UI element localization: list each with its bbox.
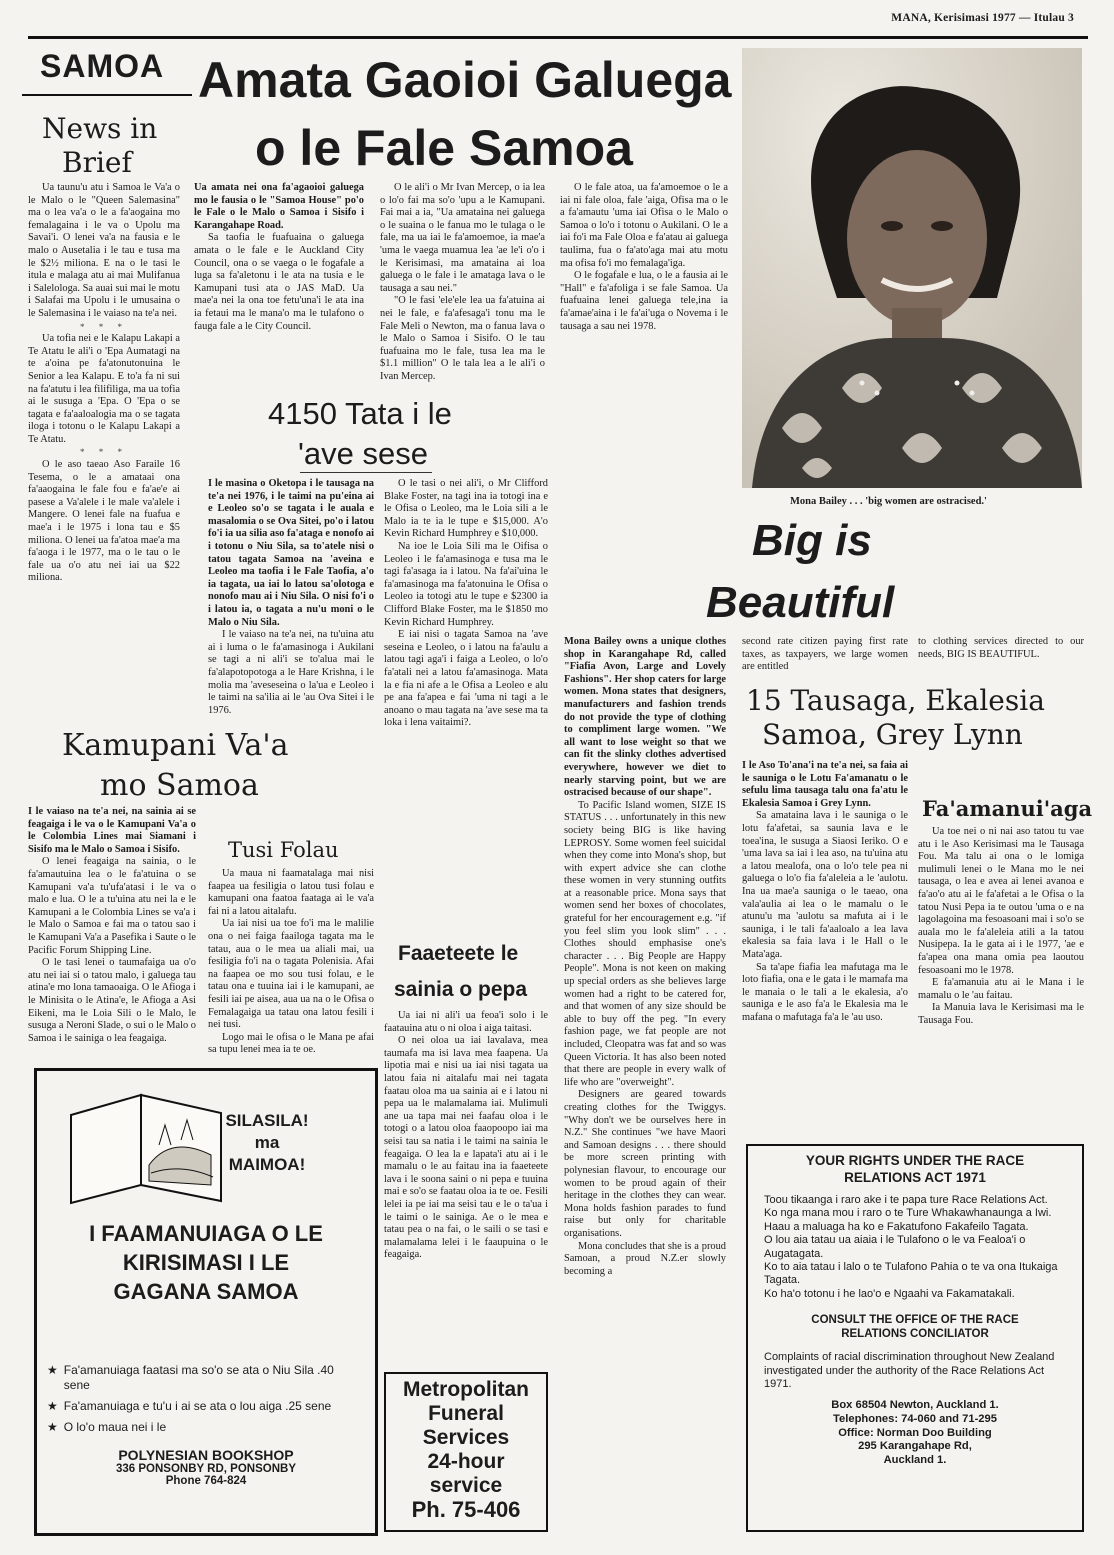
kamupani-headline-2: mo Samoa	[100, 768, 259, 803]
funeral-ad-line: 24-hour	[427, 1450, 505, 1473]
article-paragraph: Mona concludes that she is a proud Samoan, a proud N.Z.er slowly becoming a	[564, 1240, 726, 1277]
funeral-ad-line: Funeral	[428, 1402, 504, 1425]
ekalesia-col-1	[742, 760, 908, 1140]
article-lead: I le Aso To'ana'i na te'a nei, sa faia ai le sauniga o le Lotu Fa'amanatu o le sefulu lima tausaga talu ona fa'atu le Ekalesia Samoa i Grey Lynn.	[742, 760, 908, 809]
notice-language-line: O lou aia tatau ua aiaia i le Tulafono o le va Fealoa'i o Augatagata.	[764, 1234, 1026, 1260]
article-paragraph: E fa'amanuia atu ai le Mana i le mamalu o le 'au faitau.	[918, 977, 1084, 1001]
notice-address-line: Box 68504 Newton, Auckland 1.	[831, 1399, 999, 1412]
news-in-brief-title-1: News in	[42, 112, 158, 145]
brief-item: Ua taunu'u atu i Samoa le Va'a o le Malo o le "Queen Salemasina" ma o lea va'a o le a fa'aogaina mo femalagaina i le va o Upolu ma Savai'i. O lenei va'a na fausia e le malo o Ausetalia i le tau e tusa ma le $2½ miliona. E na o le tasi le itula e malaga atu ai mai Mulifanua i Salelologa. Sa auai sui mai le motu i Salafai ma Upolu i le umusaina o le Salemasina i le vaiaso na te'a nei.	[28, 182, 180, 319]
article-paragraph: second rate citizen paying first rate taxes, as taxpayers, we large women are entitled	[742, 636, 908, 673]
article-paragraph: Ia Manuia lava le Kerisimasi ma le Tausaga Fou.	[918, 1002, 1084, 1026]
top-rule	[28, 36, 1088, 39]
ad-bullet-item: ★ Fa'amanuiaga faatasi ma so'o se ata o Niu Sila .40 sene	[47, 1363, 334, 1392]
brief-item: Ua tofia nei e le Kalapu Lakapi a Te Atatu le ali'i o 'Epa Aumatagi na te a'oina pe fa'atonutonuina le Senior a lea Kalapu. E to'a fa ni sui na fa'atutu i lea filifiliga, ma ua tofia ai le susuga a 'Epa. O 'Epa o se tagata e fa'aaloalogia ma o se tagata iloga i totonu o le Kalapu Lakapi a Te Atatu.	[28, 333, 180, 445]
divider-stars: * * *	[80, 447, 128, 458]
section-rule	[22, 94, 192, 96]
article-paragraph: O le fogafale e lua, o le a fausia ai le "Hall" e fa'afoliga i se fale Samoa. Ua fuafuaina lenei galuega tele,ina ia fa'amae'aina i le fa'ai'uga o Novema i le tausaga a sau nei 1978.	[560, 270, 728, 332]
race-relations-notice	[746, 1144, 1084, 1532]
bookshop-ad	[34, 1068, 378, 1536]
notice-language-line: Ko to aia tatau i lalo o te Tulafono Pahia o te va ona Itukaiga Tagata.	[764, 1261, 1058, 1287]
photo-caption: Mona Bailey . . . 'big women are ostracised.'	[790, 496, 987, 507]
article-paragraph: Sa amataina lava i le sauniga o le lotu fa'afetai, sa saunia lava e le toea'ina, le susuga a Siaosi Ieriko. O e 'uma lava sa iai i lea aso, na tu'uina atu a latou mealofa, ona o lo'o tele pea ni galuega o lo'o fia fa'aleleia a le 'aulotu. Ina ua mae'a sauniga o le taeao, ona vala'aulia ai lea o le mamalu o le atunu'u ma 'aulotu sa mafuta ai i le sauniga, i le tali fa'aaloalo a lea lava ekalesia sa faia lava i le Hall o le Mata'aga.	[742, 810, 908, 960]
article-paragraph: O le ali'i o Mr Ivan Mercep, o ia lea o lo'o fai ma so'o 'upu a le Kamupani. Fai mai a ia, "Ua amataina nei galuega o le suaina o le fanua mo le tulaga o le fale, ma ua iai le fa'amoemoe, ia mae'a 'uma le vaega muamua lea 'ae le'i o'o i le Kerisimasi, ma amataina ai loa galuega o le fale i le amataga lava o le tausaga a sau nei."	[380, 182, 545, 294]
news-in-brief-title-2: Brief	[62, 146, 132, 179]
ad-greeting-1: SILASILA!	[225, 1111, 309, 1130]
ekalesia-headline-1: 15 Tausaga, Ekalesia	[746, 684, 1045, 717]
article-paragraph: Ua toe nei o ni nai aso tatou tu vae atu i le Aso Kerisimasi ma le Tausaga Fou. Ma talu ai ona o le lomiga mulimuli lenei o le Mana mo le nei tausaga, o lea e avea ai lenei avanoa e fa'ao'o atu ai le fa'afetai a le Ofisa o la tatou Nusi Pepa ia te outou 'uma o e na lagolagoina ma fesoasoani mai i so'o se auala mo le fa'aleleia atili a la tatou Nusipepa. Ia le gata ai i le 1977, 'ae e fa'apea ona mana omia pea laoutou fesoasoani mo le 1978.	[918, 826, 1084, 976]
notice-title-line: YOUR RIGHTS UNDER THE RACE	[805, 1153, 1025, 1168]
notice-address-line: Office: Norman Doo Building	[838, 1426, 992, 1439]
ekalesia-headline-2: Samoa, Grey Lynn	[762, 718, 1023, 751]
notice-language-line: Ko ha'o totonu i he lao'o e Ngaahi va Fakamatakali.	[764, 1287, 1015, 1300]
article-paragraph: I le vaiaso na te'a nei, na tu'uina atu ai i luma o le fa'amasinoga i Aukilani se tagi a ni ali'i se to'alua mai le fa'alapotopotoga a le Hare Krishna, i le molia ma 'aveseseina o la'ua e Leoleo i le taimi na sa'ilia ai le 'au Ova Sitei i le 1976.	[208, 629, 374, 716]
article-paragraph: To Pacific Island women, SIZE IS STATUS . . . unfortunately in this new society being BIG is like having LEPROSY. Some women feel suicidal when they come into Mona's shop, but with expert advice she can clothe these women in very stunning outfits at a reasonable price. Mona says that women send her boxes of chocolates, grateful for her encouragement e.g. "if you feel slim you look slim" . . . Clothes should emphasise one's character . . . Big People are Happy People". Mona is not keen on making up special orders as she believes large women had a right to be catered for, and that women of any size should be able to buy off the peg. "In every fashion page, we fat people are not included, Cleopatra was fat and so was Queen Victoria. It has also been noted that there are people in every walk of life who are "overweight".	[564, 799, 726, 1088]
article-paragraph: O le fale atoa, ua fa'amoemoe o le a iai ni fale oloa, fale 'aiga, Ofisa ma o le a fa'amautu 'uma iai Ofisa o le Malo o Samoa o lo'o i totonu o Aukilani. O le a iai fo'i ma Fale Oloa e fa'atau ai galuega taulima, fua o fa'ato'aga mai atu motu ma ofisa fo'i mo femalaga'iga.	[560, 182, 728, 269]
tata-headline-rule	[300, 472, 432, 473]
article-paragraph: Designers are geared towards creating clothes for the Twiggys. "Why don't we be ourselves here in N.Z." She continues "we have Maori and Samoan designs . . . there should be more screen printing with polynesian flavour, to encourage our women to be proud again of their heritage in the clothes they can wear. Mona holds fashion parades to fund raise but only for charitable organisations.	[564, 1089, 726, 1239]
notice-title-line: RELATIONS ACT 1971	[844, 1170, 986, 1185]
funeral-ad-line: service	[429, 1474, 503, 1497]
article-paragraph: E iai nisi o tagata Samoa na 'ave seseina e Leoleo, o i latou na fa'aulu a latou tagi aga'i i faiga a Leoleo, o lo'o fa'atali nei a latou fa'amasinoga. Mata la e fia ni afe a le Ofisa a Leoleo e alu pe ana fa'apea e fai 'uma ni tagi a le anoano o mau tagata na 'ave sese ma ta loka i lena vaitaimi?.	[384, 629, 548, 729]
article-lead: I le masina o Oketopa i le tausaga na te'a nei 1976, i le taimi na pu'eina ai e Leoleo so'o se tagata i le auala e masalomia o se Ova Sitei, po'o i latou fo'i ia ua silia aso fa'ataga e nonofo ai i totonu o Niu Sila, sa to'atele nisi o tatou tagata Samoa na 'aveina e Leoleo ma taofia i le Fale Taofia, a'o ia tagata, ua iai lo latou sa'olotoga e nonofo mau ai i Niu Sila. O nisi fo'i o i latou ia, o tagata a nu'u moni o le Malo o Niu Sila.	[208, 478, 374, 628]
article-paragraph: Na ioe le Loia Sili ma le Oifisa o Leoleo i le fa'amasinoga e tusa ma le tagi fa'asaga ia i latou. Na fa'ai'uina le fa'amasinoga ma fa'atonuina le Ofisa o Leoleo ia totogi atu le tupe e $2300 ia Clifford Blake Foster, ma le $1850 mo Kevin Richard Humphrey.	[384, 540, 548, 628]
article-paragraph: to clothing services directed to our needs, BIG IS BEAUTIFUL.	[918, 636, 1084, 660]
ad-title-line: KIRISIMASI I LE	[122, 1250, 290, 1275]
ad-title-line: GAGANA SAMOA	[113, 1279, 299, 1304]
article-paragraph: Ua iai ni ali'i ua feoa'i solo i le faatauina atu o ni oloa i aiga taitasi.	[384, 1010, 548, 1034]
notice-language-line: Ko nga mana mou i raro o te Ture Whakawhanaunga a Iwi.	[764, 1207, 1052, 1220]
brief-item: O le aso taeao Aso Faraile 16 Tesema, o le a amataai ona fa'aaogaina le fale fou e fa'ae'e ai pasese a Va'alele i le male va'alele i Mangere. O lenei fale na fuafua e mae'a i le 1975 i lona tau e $5 miliona. O lenei ua fa'atoa mae'a ma fa'aoga i le 1977, ma o le tau o le fale ua o'o atu nei iai ua $22 miliona.	[28, 459, 180, 584]
article-paragraph: O nei oloa ua iai lavalava, mea taumafa ma isi lava mea faapena. Ua lipotia mai e nisi ua iai nisi tagata ua latou faia ni aitalafu mai nei tagata faatau oloa ma ua sainia ai e i latou ni pepa ua le malamalama iai. Mulimuli ane ua tapa mai nei faafau oloa i le totogi o a latou oloa faaopoopo iai ma seisi tau sa natia i le taimi na sainia le feagaiga. O lea la e lapata'i atu ai i le mamalu o le au faitau ina ia faaeteete lava i le soona saini o ni pepa e tuuina mai e so'o se faatau oloa ia te oe. Fesili lelei ia pe iai ma seisi tau e le o ta'ua i le taimi o le sainiga. Ae o le mea e tatau pea o na fai, o le saili o se tasi e malamalama lelei i le faaupuina o le feagaiga.	[384, 1035, 548, 1261]
tata-headline-1: 4150 Tata i le	[268, 396, 452, 431]
ad-bullet-item: ★ O lo'o maua nei i le	[47, 1420, 167, 1434]
article-lead: Ua amata nei ona fa'agaoioi galuega mo le fausia o le "Samoa House" po'o le Fale o le Malo o Samoa i Sisifo i Karangahape Road.	[194, 182, 364, 231]
notice-consult-line: RELATIONS CONCILIATOR	[841, 1328, 989, 1341]
tusi-folau-headline: Tusi Folau	[228, 838, 339, 862]
running-head: MANA, Kerisimasi 1977 — Itulau 3	[891, 12, 1074, 24]
big-col-2	[742, 636, 908, 676]
main-headline-line1: Amata Gaoioi Galuega	[198, 52, 732, 108]
funeral-ad-phone: Ph. 75-406	[411, 1497, 521, 1522]
ad-shop-phone: Phone 764-824	[165, 1475, 247, 1487]
main-headline-line2: o le Fale Samoa	[255, 120, 633, 176]
ad-bullet-item: ★ Fa'amanuiaga e tu'u i ai se ata o lou aiga .25 sene	[47, 1399, 332, 1413]
portrait-photo	[742, 48, 1082, 488]
ad-title-line: I FAAMANUIAGA O LE	[89, 1221, 323, 1246]
article-paragraph: Sa ta'ape fiafia lea mafutaga ma le loto fiafia, ona e le gata i le mamafa ma le manaia o le tali a le ekalesia, a'o sauniga e le aso fa'a le Ekalesia ma le mafana o mafutaga fa'a le 'au uso.	[742, 961, 908, 1023]
faamanuiaga-col	[918, 826, 1084, 1142]
ad-greeting-3: MAIMOA!	[228, 1155, 306, 1174]
star-icon: ★	[47, 1363, 58, 1377]
notice-address-line: 295 Karangahape Rd,	[858, 1440, 972, 1453]
notice-consult-line: CONSULT THE OFFICE OF THE RACE	[811, 1314, 1019, 1327]
section-label: SAMOA	[40, 48, 165, 84]
article-paragraph: Sa taofia le fuafuaina o galuega amata o le fale e le Auckland City Council, ona o se vaega o le fogafale a luga sa fa'aletonu i le ata na tusia e le Kamupani tusi ata o JAS MaD. Ua mae'a nei la ona toe fetu'una'i le ata ina ia fetaui ma le mana'o ma le tulafono o fauga fale a le City Council.	[194, 232, 364, 332]
faaeteete-col	[384, 1010, 548, 1370]
fale-samoa-col-1	[194, 182, 364, 392]
article-paragraph: Ua maua ni faamatalaga mai nisi faapea ua fesiligia o latou tusi folau e kamupani ona faatoa faataga ai le va'a fai ni a latou aitalafu.	[208, 868, 374, 917]
divider-stars: * * *	[80, 321, 128, 332]
funeral-ad-line: Metropolitan	[403, 1378, 529, 1401]
faaeteete-headline-2: sainia o pepa	[394, 978, 528, 1001]
article-paragraph: Logo mai le ofisa o le Mana pe afai sa tupu lenei mea ia te oe.	[208, 1031, 374, 1056]
ad-greeting-2: ma	[254, 1133, 280, 1152]
notice-address-line: Auckland 1.	[883, 1453, 947, 1466]
big-col-1	[564, 636, 726, 1536]
big-is-beautiful-headline-2: Beautiful	[706, 578, 895, 627]
article-lead: Mona Bailey owns a unique clothes shop in Karangahape Rd, called "Fiafia Avon, Large and Lovely Fashions". Her shop caters for large women. Mona states that designers, manufacturers and fashion trends do not provide the type of clothing to compliment large women. "We all want to lose weight so that we can fit the slinky clothes advertised everywhere, however we diet to nearly starving point, but we are ostracised because of our shape".	[564, 636, 726, 799]
article-paragraph: O le tasi o nei ali'i, o Mr Clifford Blake Foster, na tagi ina ia totogi ina e le Ofisa o Leoleo, ma le Loia sili a le Malo ia te ia le tupe e $15,000. A'o Kevin Richard Humphrey e $10,000.	[384, 478, 548, 540]
funeral-ad	[384, 1372, 548, 1532]
tata-col-2	[384, 478, 548, 858]
ad-shop-address: 336 PONSONBY RD, PONSONBY	[115, 1463, 296, 1475]
faaeteete-headline-1: Faaeteete le	[398, 942, 519, 965]
notice-language-line: Haau a maluaga ha ko e Fakatufono Fakafeilo Tagata.	[764, 1220, 1029, 1233]
notice-complaints: Complaints of racial discrimination throughout New Zealand investigated under the authority of the Race Relations Act 1971.	[764, 1351, 1055, 1391]
greeting-card-icon	[61, 1085, 231, 1205]
tata-col-1	[208, 478, 374, 736]
article-paragraph: "O le fasi 'ele'ele lea ua fa'atuina ai nei le fale, e fa'afesaga'i tonu ma le Fale Meli o Newton, ma o fanua lava o le Malo o Samoa i Sisifo. O le tau fuafuaina mo le fale, tusa lea ma le $1.1 million" O le tala lea a le ali'i o Ivan Mercep.	[380, 295, 545, 382]
portrait-illustration	[742, 48, 1082, 488]
faamanuiaga-headline: Fa'amanui'aga	[922, 796, 1093, 821]
article-lead: I le vaiaso na te'a nei, na sainia ai se feagaiga i le va o le Kamupani Va'a o le Colombia Lines mai Siamani i Sisifo ma le Malo o Samoa i Sisifo.	[28, 806, 196, 855]
article-paragraph: O le tasi lenei o taumafaiga ua o'o atu nei iai si o tatou malo, i galuega tau atina'e mo lona tamaoaiga. O le Afioga i le Minisita o le Atina'e, le Afioga a Asi Eikeni, ma le Loia Sili o le Malo, le susuga a Neroni Slade, o sui o le Malo o Samoa i le sainiga o lea feagaiga.	[28, 957, 196, 1044]
fale-samoa-col-2	[380, 182, 545, 392]
big-is-beautiful-headline-1: Big is	[752, 516, 872, 565]
star-icon: ★	[47, 1399, 58, 1413]
kamupani-headline-1: Kamupani Va'a	[62, 728, 289, 763]
ad-shop-name: POLYNESIAN BOOKSHOP	[118, 1447, 294, 1463]
notice-language-line: Toou tikaanga i raro ake i te papa ture Race Relations Act.	[764, 1194, 1048, 1206]
kamupani-col-1	[28, 806, 196, 1064]
fale-samoa-col-3	[560, 182, 728, 522]
tata-headline-2: 'ave sese	[298, 436, 428, 471]
notice-address-line: Telephones: 74-060 and 71-295	[833, 1413, 997, 1426]
article-paragraph: Ua iai nisi ua toe fo'i ma le malilie ona o nei faiga faailoga tagata ma le tatau, aua o le mea ua aliali mai, ua fesiligia fo'i na o tagata Polenisia. Afai na faapea oe mo sou tusi folau, e le tatau ona e tuuina iai i le kamupani, ae fesili iai pe aisea, aua ua na o le Ofisa o Femalagaiga ua tatau ona latou fesili i nei tusi.	[208, 918, 374, 1031]
funeral-ad-line: Services	[422, 1426, 510, 1449]
tusi-folau-col	[208, 868, 374, 1064]
article-paragraph: O lenei feagaiga na sainia, o le fa'amautuina lea o le fa'atuina o se Kamupani va'a tu'ufa'atasi i le va o malo e lua. O le a tu'uina atu nei la e le Kamupani a le Colombia Lines se va'a i le Malo o Samoa e fai ma o tatou sao i le Kamupani Va'a a Pasefika i Saute o le Pacific Forum Shipping Line.	[28, 856, 196, 956]
star-icon: ★	[47, 1420, 58, 1434]
big-col-3	[918, 636, 1084, 676]
news-in-brief-body	[28, 182, 180, 722]
